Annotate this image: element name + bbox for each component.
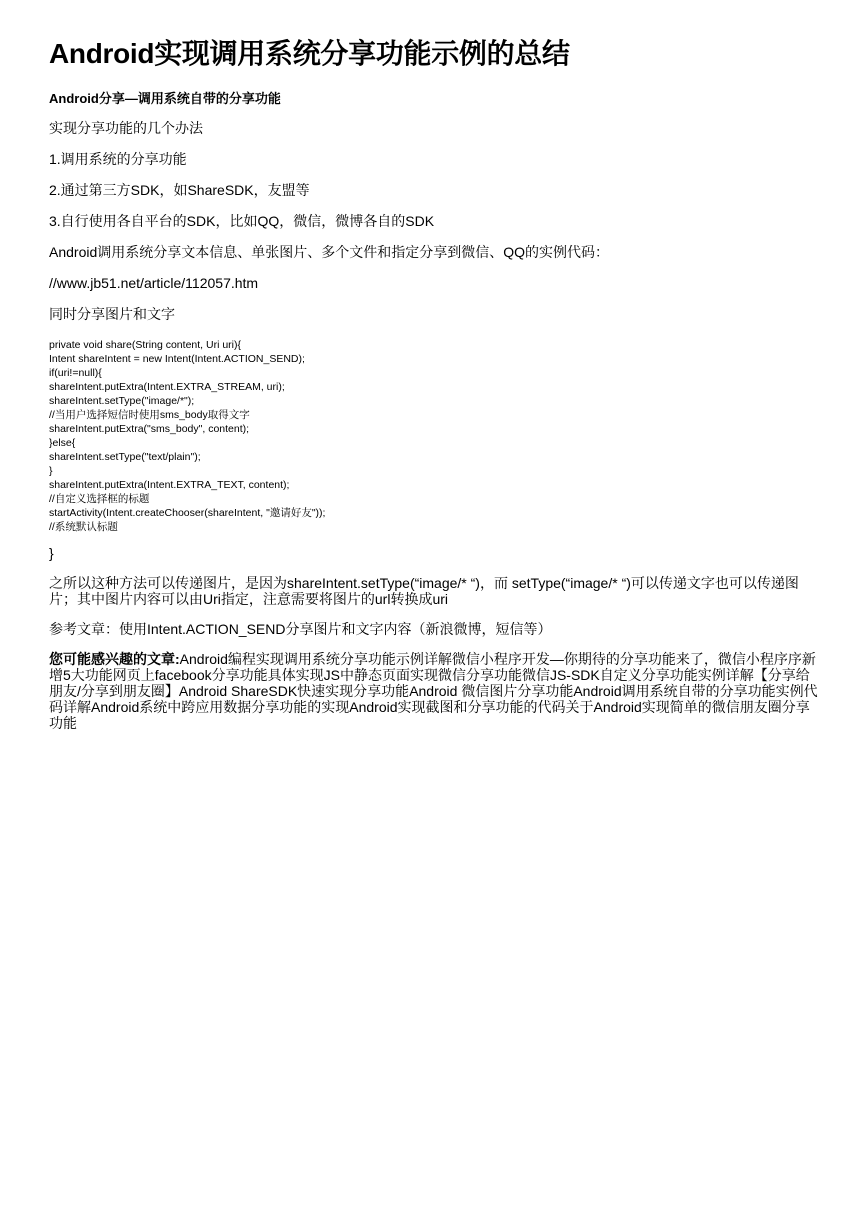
related-article-link[interactable]: 关于Android实现简单的微信朋友圈分享功能 — [49, 699, 810, 731]
page-title: Android实现调用系统分享功能示例的总结 — [49, 38, 570, 69]
related-article-link[interactable]: Android 微信图片分享功能 — [409, 683, 574, 699]
paragraph-method-2: 2.通过第三方SDK，如ShareSDK，友盟等 — [49, 182, 310, 198]
code-line: shareIntent.setType("image/*"); — [49, 395, 195, 407]
document-page — [49, 36, 821, 731]
code-line: //自定义选择框的标题 — [49, 493, 150, 505]
related-article-link[interactable]: JS中静态页面实现微信分享功能 — [323, 667, 522, 683]
code-line: private void share(String content, Uri uri){ — [49, 339, 241, 351]
code-line: shareIntent.setType("text/plain"); — [49, 451, 201, 463]
related-article-link[interactable]: 详解微信小程序开发—你期待的分享功能来了，微信小程序序新增5大功能 — [49, 651, 816, 683]
related-article-link[interactable]: Android实现截图和分享功能的代码 — [349, 699, 566, 715]
explanation-paragraph: 之所以这种方法可以传递图片，是因为shareIntent.setType(“image/* “)，而 setType(“image/* “)可以传递文字也可以传递图片；其中图片内容可以由Uri指定，注意需要将图片的url转换成uri — [49, 575, 799, 607]
code-line: startActivity(Intent.createChooser(shareIntent, "邀请好友")); — [49, 507, 326, 519]
related-article-link[interactable]: 网页上facebook分享功能具体实现 — [112, 667, 324, 683]
section-subtitle: Android分享—调用系统自带的分享功能 — [49, 91, 281, 106]
related-articles-label: 您可能感兴趣的文章: — [49, 651, 180, 667]
paragraph-method-1: 1.调用系统的分享功能 — [49, 151, 187, 167]
paragraph-share-image-text: 同时分享图片和文字 — [49, 306, 175, 322]
code-line: } — [49, 465, 53, 477]
paragraph-method-3: 3.自行使用各自平台的SDK，比如QQ，微信，微博各自的SDK — [49, 213, 435, 229]
code-line: }else{ — [49, 437, 76, 449]
code-line: shareIntent.putExtra("sms_body", content); — [49, 423, 250, 435]
code-line: //系统默认标题 — [49, 521, 118, 533]
related-article-link[interactable]: Android调用系统自带的分享功能实例代码 — [49, 683, 818, 715]
code-line: Intent shareIntent = new Intent(Intent.ACTION_SEND); — [49, 353, 305, 365]
paragraph-example-intro: Android调用系统分享文本信息、单张图片、多个文件和指定分享到微信、QQ的实例代码： — [49, 244, 610, 260]
code-line: shareIntent.putExtra(Intent.EXTRA_TEXT, content); — [49, 479, 290, 491]
reference-paragraph: 参考文章：使用Intent.ACTION_SEND分享图片和文字内容（新浪微博，短信等） — [49, 621, 552, 637]
related-article-link[interactable]: Android编程实现调用系统分享功能示例 — [179, 651, 424, 667]
related-article-link[interactable]: 详解Android系统中跨应用数据分享功能的实现 — [63, 699, 350, 715]
code-block — [49, 338, 821, 534]
article-url-link[interactable]: //www.jb51.net/article/112057.htm — [49, 275, 259, 291]
code-line: //当用户选择短信时使用sms_body取得文字 — [49, 409, 250, 421]
code-line: if(uri!=null){ — [49, 367, 102, 379]
related-articles — [49, 651, 821, 731]
related-article-link[interactable]: 微信JS-SDK自定义分享功能实例详解【分享给朋友/分享到朋友圈】 — [49, 667, 810, 699]
paragraph-methods-intro: 实现分享功能的几个办法 — [49, 120, 203, 136]
closing-brace: } — [49, 545, 54, 561]
related-article-link[interactable]: Android ShareSDK快速实现分享功能 — [178, 683, 410, 699]
code-line: shareIntent.putExtra(Intent.EXTRA_STREAM, uri); — [49, 381, 285, 393]
